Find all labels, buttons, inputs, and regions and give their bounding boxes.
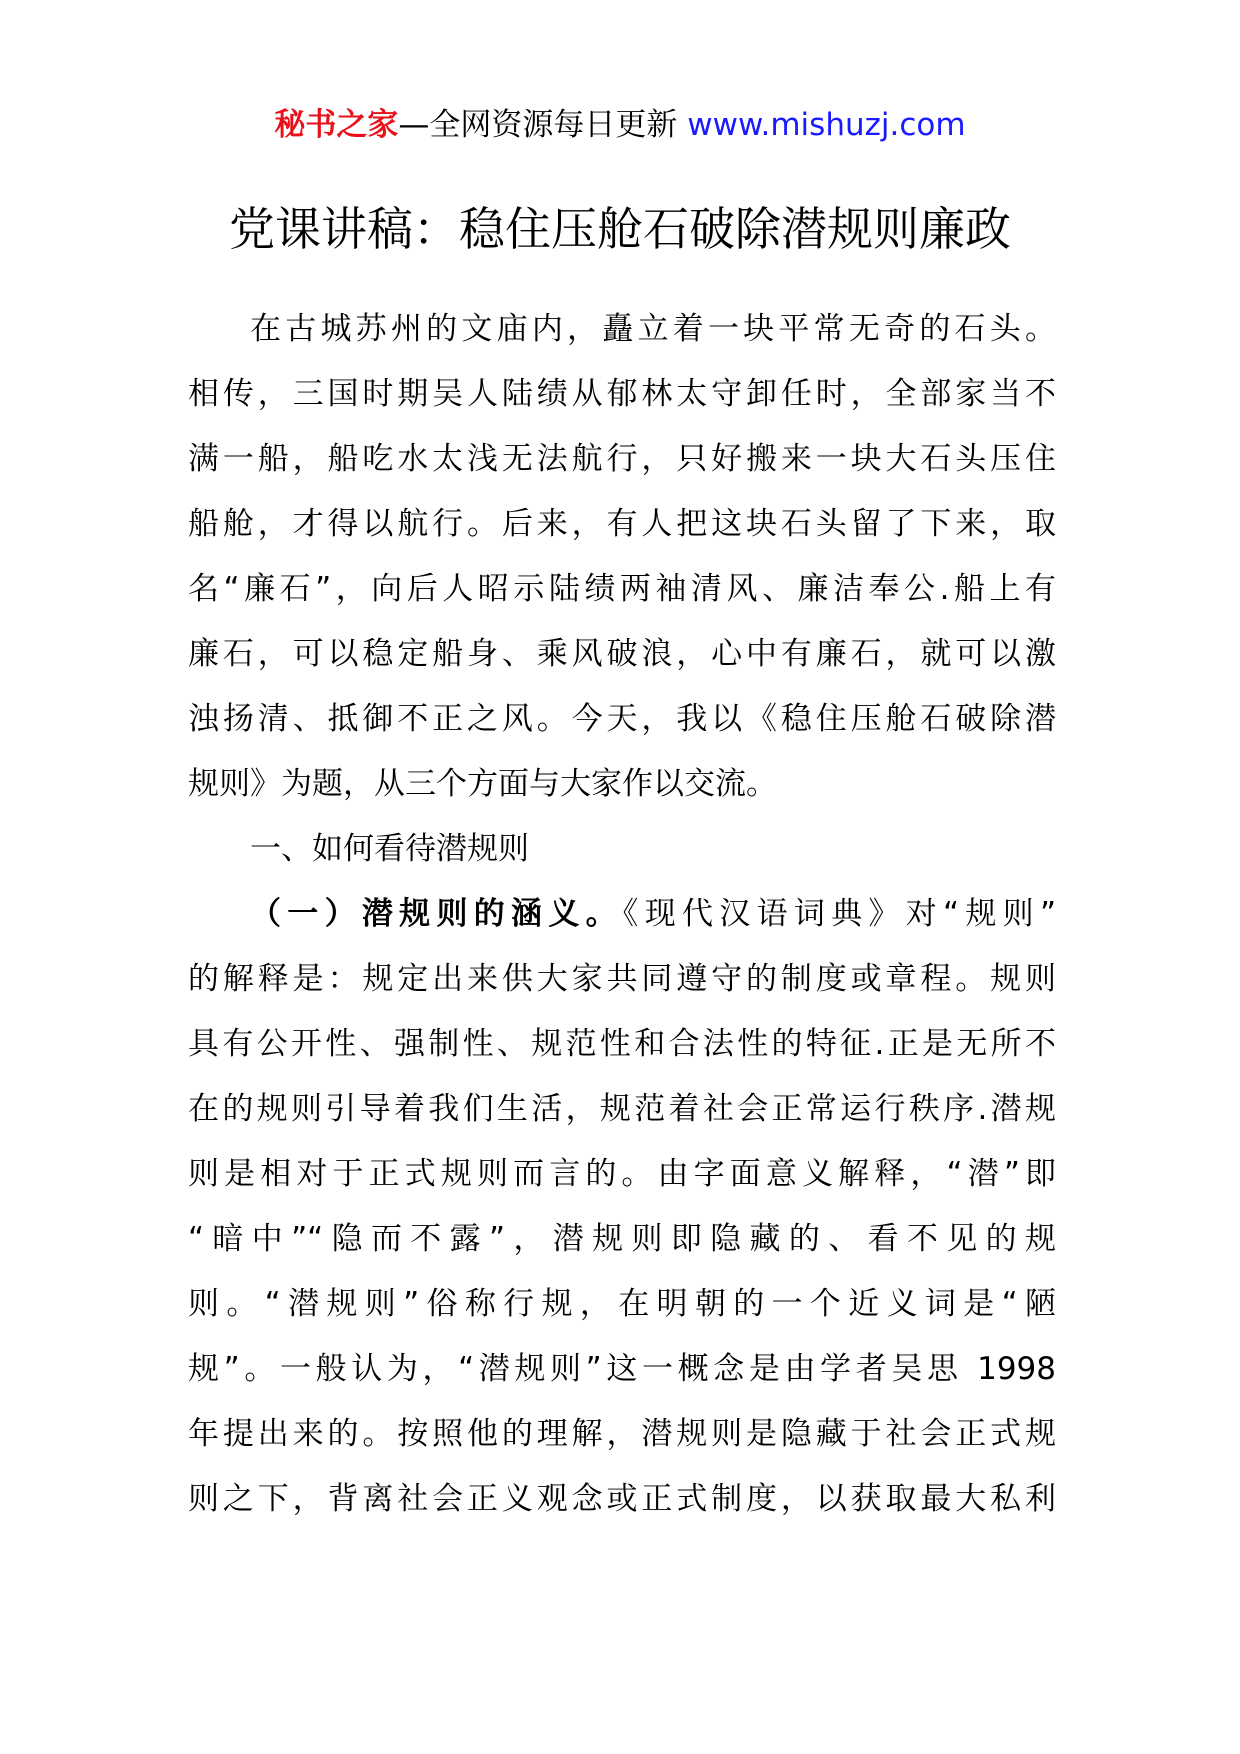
subsection-text: 《现代汉语词典》对“规则” <box>622 896 1057 932</box>
paragraph-line: 规”。一般认为，“潜规则”这一概念是由学者吴思 1998 <box>188 1351 1056 1387</box>
paragraph-line: 具有公开性、强制性、规范性和合法性的特征.正是无所不 <box>188 1026 1056 1062</box>
paragraph-line: 浊扬清、抵御不正之风。今天，我以《稳住压舱石破除潜 <box>188 701 1056 737</box>
paragraph-line: 相传，三国时期吴人陆绩从郁林太守卸任时，全部家当不 <box>188 376 1056 412</box>
paragraph-line: 在的规则引导着我们生活，规范着社会正常运行秩序.潜规 <box>188 1091 1056 1127</box>
paragraph-line: 船舱，才得以航行。后来，有人把这块石头留了下来，取 <box>188 506 1056 542</box>
subsection-heading: （一）潜规则的涵义。 <box>250 896 623 932</box>
paragraph-line: 在古城苏州的文庙内，矗立着一块平常无奇的石头。 <box>250 311 1056 347</box>
site-url-link[interactable]: www.mishuzj.com <box>687 107 966 143</box>
header-slogan: —全网资源每日更新 <box>398 107 688 143</box>
paragraph-line: 年提出来的。按照他的理解，潜规则是隐藏于社会正式规 <box>188 1416 1056 1452</box>
subsection-line <box>188 882 1056 947</box>
paragraph-line: 则。“潜规则”俗称行规，在明朝的一个近义词是“陋 <box>188 1286 1056 1322</box>
paragraph-line: 廉石，可以稳定船身、乘风破浪，心中有廉石，就可以激 <box>188 636 1056 672</box>
paragraph-line: 则是相对于正式规则而言的。由字面意义解释，“潜”即 <box>188 1156 1056 1192</box>
section-heading: 一、如何看待潜规则 <box>250 831 529 867</box>
paragraph-line: “暗中”“隐而不露”，潜规则即隐藏的、看不见的规 <box>188 1221 1056 1257</box>
paragraph-line: 满一船，船吃水太浅无法航行，只好搬来一块大石头压住 <box>188 441 1056 477</box>
paragraph-line: 则之下，背离社会正义观念或正式制度，以获取最大私利 <box>188 1481 1056 1517</box>
paragraph-line: 名“廉石”，向后人昭示陆绩两袖清风、廉洁奉公.船上有 <box>188 571 1056 607</box>
brand-name: 秘书之家 <box>274 107 399 143</box>
site-header <box>0 100 1240 150</box>
document-body <box>188 297 1056 1532</box>
paragraph-line: 的解释是：规定出来供大家共同遵守的制度或章程。规则 <box>188 961 1056 997</box>
document-title: 党课讲稿：稳住压舱石破除潜规则廉政 <box>229 202 1011 256</box>
paragraph-line: 规则》为题，从三个方面与大家作以交流。 <box>188 766 777 802</box>
